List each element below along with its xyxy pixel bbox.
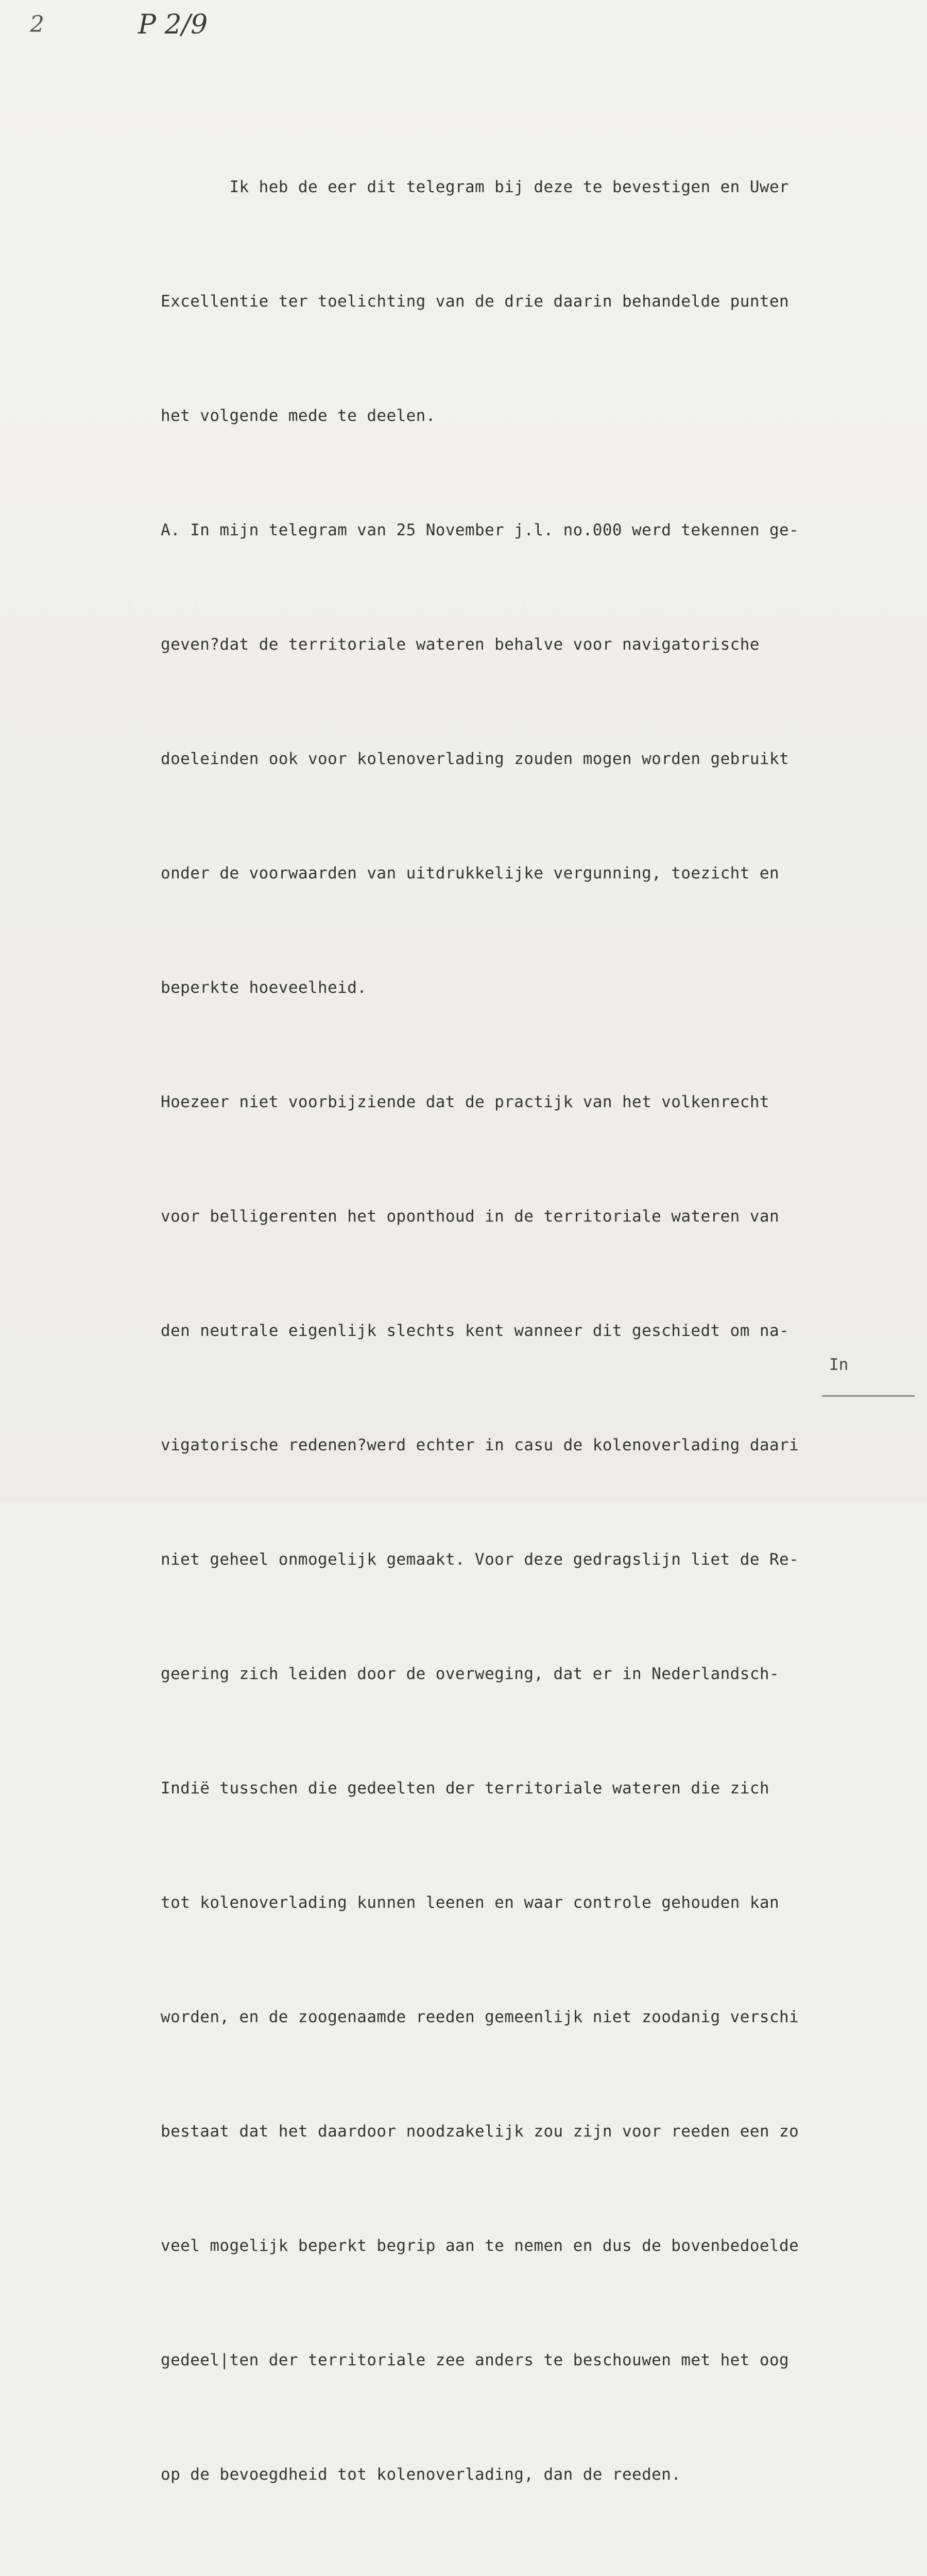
catchword: In <box>829 1355 849 1374</box>
text-line: worden, en de zoogenaamde reeden gemeenlijk niet zoodanig verschi <box>161 2008 799 2026</box>
folio-annotation: P 2/9 <box>138 9 208 40</box>
text-line: vigatorische redenen?werd echter in casu de kolenoverlading daari <box>161 1436 799 1454</box>
text-line: Ik heb de eer dit telegram bij deze te bevestigen en Uwer <box>161 178 789 196</box>
text-line: het volgende mede te deelen. <box>161 406 436 425</box>
text-line: den neutrale eigenlijk slechts kent wanneer dit geschiedt om na- <box>161 1321 789 1340</box>
text-line: op de bevoegdheid tot kolenoverlading, dan de reeden. <box>161 2465 681 2484</box>
letter-body <box>161 92 923 2576</box>
text-line: beperkte hoeveelheid. <box>161 978 367 997</box>
text-line: onder de voorwaarden van uitdrukkelijke vergunning, toezicht en <box>161 864 780 883</box>
text-line: geering zich leiden door de overweging, dat er in Nederlandsch- <box>161 1665 780 1683</box>
text-line: veel mogelijk beperkt begrip aan te nemen en dus de bovenbedoelde <box>161 2236 799 2255</box>
text-line: A. In mijn telegram van 25 November j.l. no.000 werd tekennen ge- <box>161 521 799 539</box>
page-number: 2 <box>30 11 44 38</box>
text-line: niet geheel onmogelijk gemaakt. Voor deze gedragslijn liet de Re- <box>161 1550 799 1569</box>
text-line: tot kolenoverlading kunnen leenen en waar controle gehouden kan <box>161 1893 780 1912</box>
text-line: doeleinden ook voor kolenoverlading zouden mogen worden gebruikt <box>161 750 789 768</box>
text-line: geven?dat de territoriale wateren behalve voor navigatorische <box>161 635 760 654</box>
text-line: gedeel|ten der territoriale zee anders te beschouwen met het oog <box>161 2351 789 2369</box>
text-line <box>161 2570 923 2576</box>
text-line: Excellentie ter toelichting van de drie daarin behandelde punten <box>161 292 789 311</box>
text-line: voor belligerenten het oponthoud in de territoriale wateren van <box>161 1207 780 1226</box>
text-line: Hoezeer niet voorbijziende dat de practijk van het volkenrecht <box>161 1093 769 1111</box>
text-line: Indië tusschen die gedeelten der territoriale wateren die zich <box>161 1779 769 1798</box>
text-line: bestaat dat het daardoor noodzakelijk zou zijn voor reeden een zo <box>161 2122 799 2141</box>
bottom-rule <box>822 1395 915 1397</box>
